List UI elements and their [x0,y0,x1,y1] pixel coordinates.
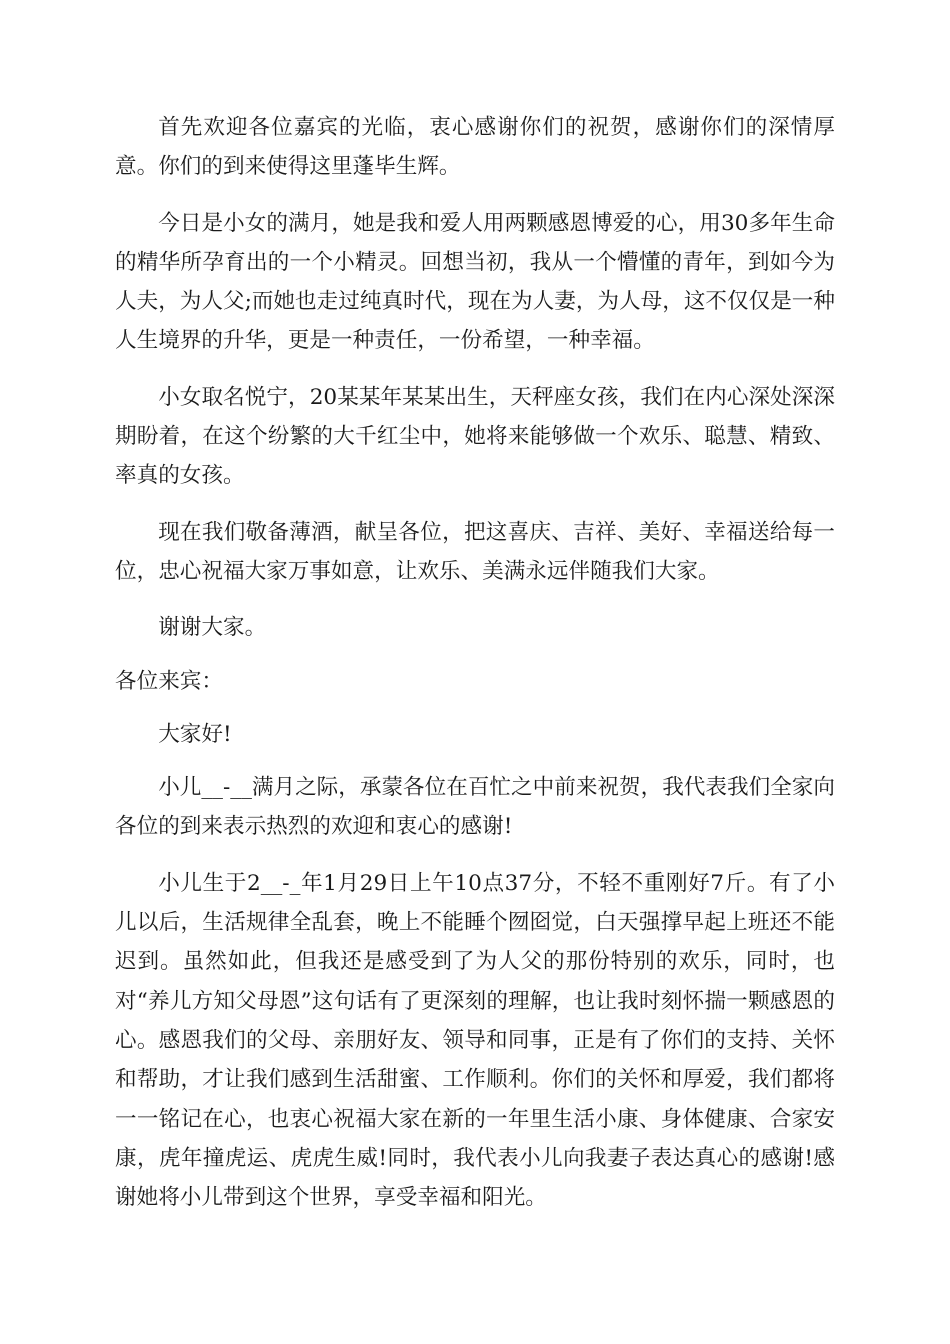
document-body [115,108,835,1234]
paragraph-daughter-name: 小女取名悦宁，20某某年某某出生，天秤座女孩，我们在内心深处深深期盼着，在这个纷繁的大千红尘中，她将来能够做一个欢乐、聪慧、精致、率真的女孩。 [115,384,835,489]
paragraph-greeting: 大家好! [158,721,232,747]
paragraph-toast: 现在我们敬备薄酒，献呈各位，把这喜庆、吉祥、美好、幸福送给每一位，忠心祝福大家万事如意，让欢乐、美满永远伴随我们大家。 [115,519,835,584]
paragraph-salutation: 各位来宾： [115,668,223,694]
paragraph-son-full-month: 小儿__-__满月之际，承蒙各位在百忙之中前来祝贺，我代表我们全家向各位的到来表示热烈的欢迎和衷心的感谢! [115,775,835,840]
paragraph-full-month: 今日是小女的满月，她是我和爱人用两颗感恩博爱的心，用30多年生命的精华所孕育出的一个小精灵。回想当初，我从一个懵懂的青年，到如今为人夫，为人父;而她也走过纯真时代，现在为人妻，为人母，这不仅仅是一种人生境界的升华，更是一种责任，一份希望，一种幸福。 [115,210,835,354]
paragraph-son-birth: 小儿生于2__-_年1月29日上午10点37分，不轻不重刚好7斤。有了小儿以后，生活规律全乱套，晚上不能睡个囫囵觉，白天强撑早起上班还不能迟到。虽然如此，但我还是感受到了为人父的那份特别的欢乐，同时，也对“养儿方知父母恩”这句话有了更深刻的理解，也让我时刻怀揣一颗感恩的心。感恩我们的父母、亲朋好友、领导和同事，正是有了你们的支持、关怀和帮助，才让我们感到生活甜蜜、工作顺利。你们的关怀和厚爱，我们都将一一铭记在心，也衷心祝福大家在新的一年里生活小康、身体健康、合家安康，虎年撞虎运、虎虎生威!同时，我代表小儿向我妻子表达真心的感谢!感谢她将小儿带到这个世界，享受幸福和阳光。 [115,870,835,1211]
paragraph-thanks: 谢谢大家。 [158,615,267,641]
paragraph-welcome: 首先欢迎各位嘉宾的光临，衷心感谢你们的祝贺，感谢你们的深情厚意。你们的到来使得这里蓬毕生辉。 [115,115,835,180]
